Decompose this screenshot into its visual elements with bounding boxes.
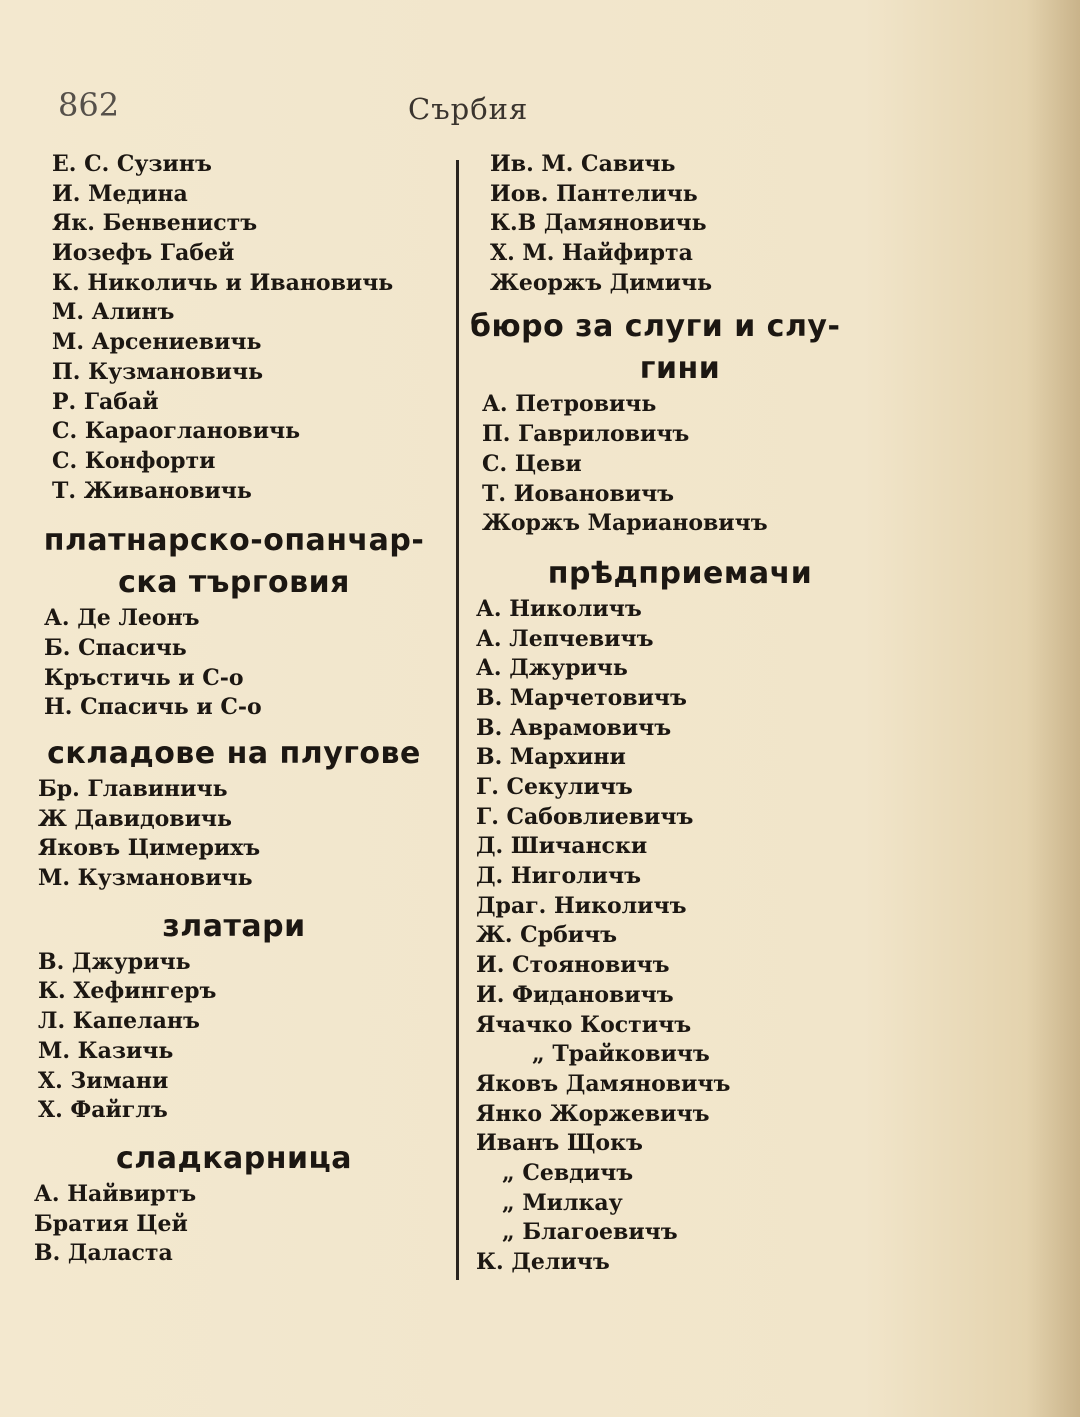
page-number: 862 xyxy=(58,86,120,124)
list-item: И. Фидановичъ xyxy=(476,981,674,1008)
column-divider xyxy=(456,160,459,1280)
right-column xyxy=(470,150,890,1278)
section-heading: златари xyxy=(162,908,306,944)
right-list-1 xyxy=(470,150,890,298)
list-item: В. Джуричь xyxy=(38,948,191,975)
list-item: Иванъ Щокъ xyxy=(476,1130,643,1157)
list-item: Д. Шичански xyxy=(476,833,648,860)
list-item: Т. Иовановичъ xyxy=(482,480,675,507)
page-header xyxy=(58,86,780,136)
list-item: М. Казичь xyxy=(38,1037,174,1064)
list-item: В. Аврамовичъ xyxy=(476,714,672,741)
list-item: С. Караоглановичь xyxy=(52,418,301,445)
list-item: П. Кузмановичь xyxy=(52,358,264,385)
left-list-4 xyxy=(34,948,434,1126)
list-item: Н. Спасичь и С-о xyxy=(44,694,262,721)
list-item: М. Кузмановичь xyxy=(38,865,253,892)
list-item: К. Николичь и Ивановичь xyxy=(52,269,394,296)
list-item: Яковъ Дамяновичъ xyxy=(476,1070,731,1097)
list-item: Р. Габай xyxy=(52,388,159,415)
list-item: Г. Сабовлиевичъ xyxy=(476,803,694,830)
right-list-2 xyxy=(470,390,890,538)
list-item: Ж. Србичъ xyxy=(476,922,618,949)
list-item: Г. Секуличъ xyxy=(476,774,633,800)
page-title: Сърбия xyxy=(408,92,529,126)
list-item: Драг. Николичъ xyxy=(476,892,687,919)
list-item: Т. Живановичь xyxy=(52,477,252,504)
list-item: Яковъ Цимерихъ xyxy=(38,835,261,862)
list-item-ditto: „ Милкау xyxy=(502,1189,623,1216)
list-item: Е. С. Сузинъ xyxy=(52,151,212,177)
left-column xyxy=(34,150,434,1269)
list-item: К. Хефингеръ xyxy=(38,978,217,1005)
list-item: А. Джуричь xyxy=(476,655,628,682)
section-heading-cont: ска търговия xyxy=(118,565,350,601)
list-item: С. Цеви xyxy=(482,450,582,477)
list-item: М. Арсениевичь xyxy=(52,329,262,356)
right-list-3 xyxy=(470,595,890,1278)
list-item: И. Стояновичъ xyxy=(476,952,670,979)
list-item: Х. Файглъ xyxy=(38,1097,168,1124)
left-list-2 xyxy=(34,604,434,723)
list-item-ditto: „ Трайковичъ xyxy=(532,1041,710,1068)
section-heading: бюро за слуги и слу- xyxy=(470,309,841,345)
list-item: Як. Бенвенистъ xyxy=(52,210,258,237)
list-item: В. Марчетовичъ xyxy=(476,684,687,711)
list-item: А. Де Леонъ xyxy=(44,605,200,632)
list-item-ditto: „ Благоевичъ xyxy=(502,1219,678,1246)
list-item: А. Николичъ xyxy=(476,595,642,622)
list-item: Ж Давидовичь xyxy=(38,805,232,832)
list-item: А. Петровичь xyxy=(482,391,657,418)
list-item: К. Деличъ xyxy=(476,1249,610,1275)
list-item: П. Гавриловичъ xyxy=(482,421,690,448)
list-item: Д. Ниголичъ xyxy=(476,863,641,890)
list-item: В. Мархини xyxy=(476,744,626,771)
list-item: И. Медина xyxy=(52,180,188,207)
list-item: Ив. М. Савичь xyxy=(490,151,676,177)
section-heading: сладкарница xyxy=(115,1140,353,1176)
list-item: Х. Зимани xyxy=(38,1067,169,1094)
list-item: Бр. Главиничь xyxy=(38,776,228,802)
section-heading: платнарско-опанчар- xyxy=(43,523,425,559)
list-item: Жеоржъ Димичь xyxy=(490,269,713,296)
list-item: Янко Жоржевичъ xyxy=(476,1100,710,1127)
list-item: Б. Спасичь xyxy=(44,634,187,661)
list-item: М. Алинъ xyxy=(52,299,175,326)
list-item: Жоржъ Мариановичъ xyxy=(482,510,768,537)
list-item: Братия Цей xyxy=(34,1210,188,1237)
left-list-3 xyxy=(34,775,434,894)
list-item: Х. М. Найфирта xyxy=(490,240,693,267)
left-list-5 xyxy=(34,1180,434,1269)
list-item: Л. Капеланъ xyxy=(38,1008,200,1035)
list-item: С. Конфорти xyxy=(52,447,216,474)
list-item: Иозефъ Габей xyxy=(52,240,235,267)
list-item: А. Найвиртъ xyxy=(34,1180,197,1207)
section-heading: складове на плугове xyxy=(47,736,421,771)
left-list-1 xyxy=(34,150,434,506)
section-heading-cont: гини xyxy=(639,351,721,387)
list-item: Ячачко Костичъ xyxy=(476,1011,692,1038)
list-item: В. Даласта xyxy=(34,1240,173,1267)
list-item: К.В Дамяновичь xyxy=(490,210,707,237)
list-item: Иов. Пантеличь xyxy=(490,180,698,207)
list-item-ditto: „ Севдичъ xyxy=(502,1159,634,1186)
section-heading: прѣдприемачи xyxy=(547,555,813,591)
list-item: Кръстичь и С-о xyxy=(44,664,244,691)
list-item: А. Лепчевичъ xyxy=(476,625,654,652)
